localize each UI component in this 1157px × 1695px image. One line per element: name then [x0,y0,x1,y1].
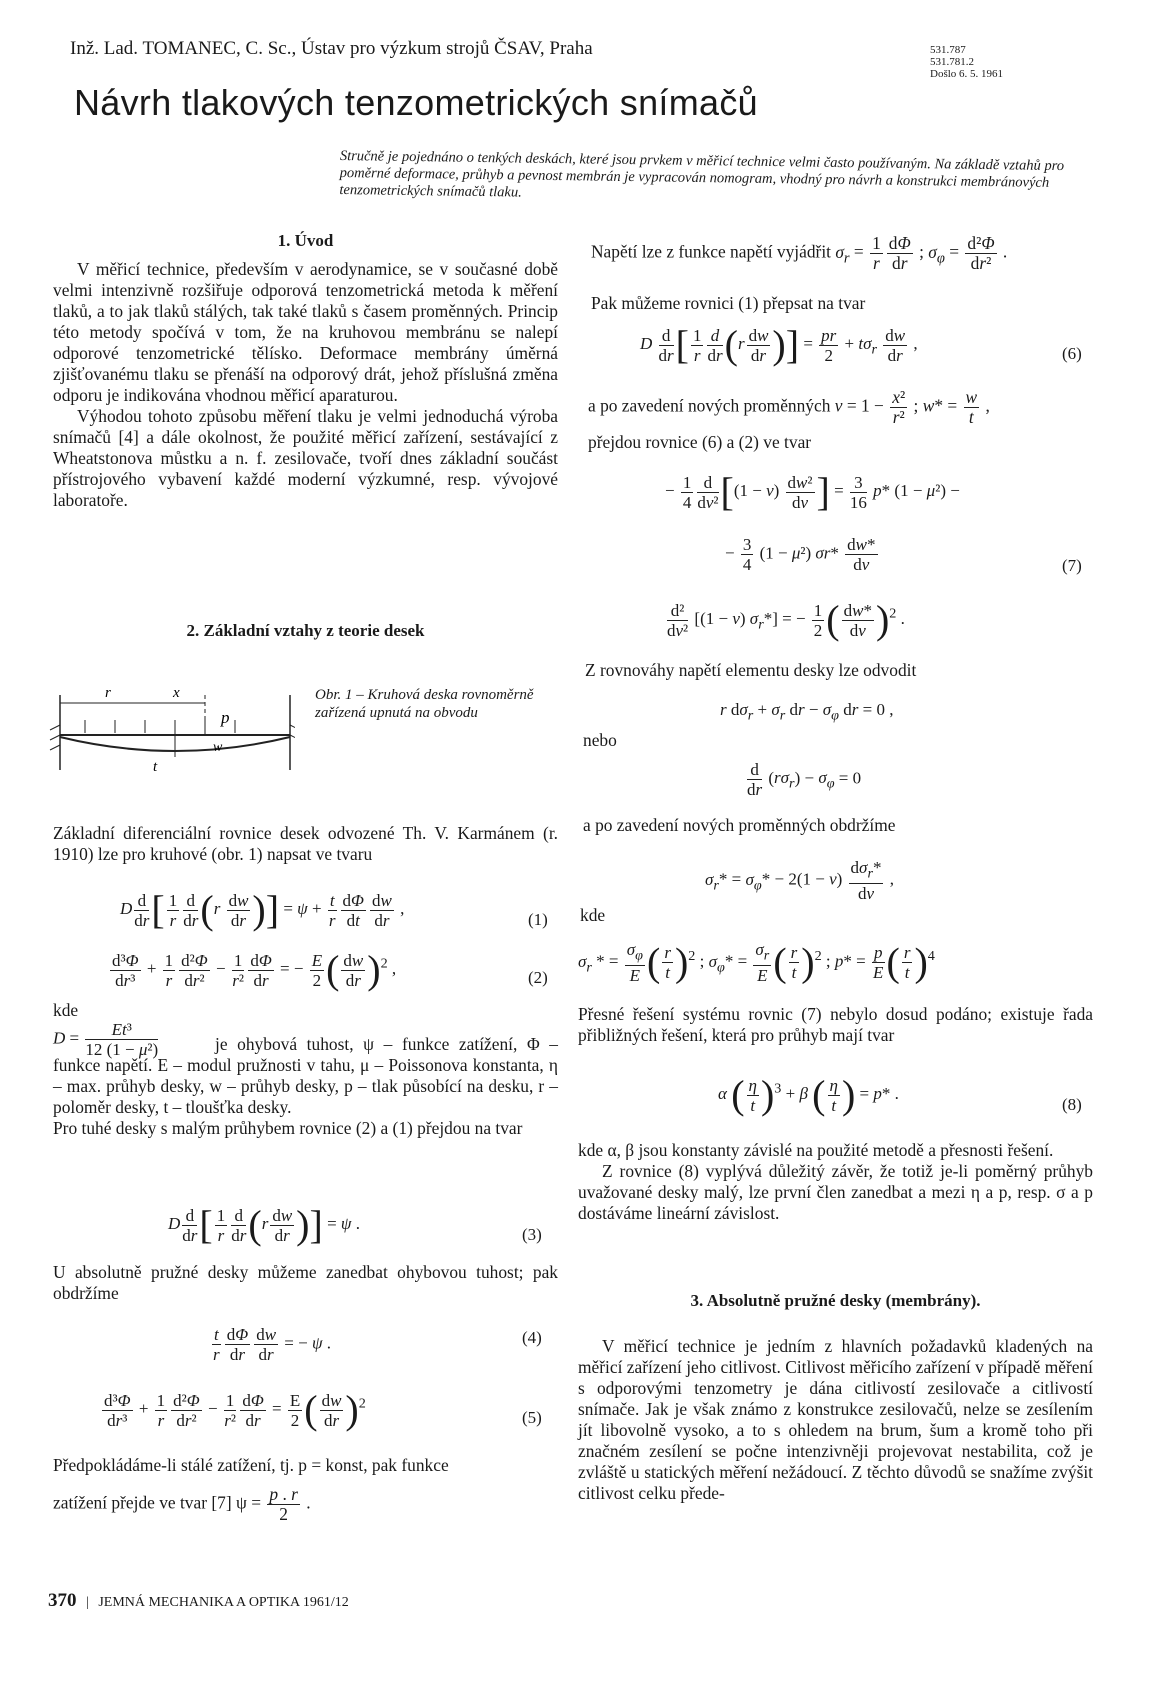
section-membranes-heading [578,1290,1093,1311]
eq-number-5: (5) [522,1408,542,1427]
section-intro [53,230,558,511]
heading-theory: 2. Základní vztahy z teorie desek [186,621,425,640]
journal-name: JEMNÁ MECHANIKA A OPTIKA 1961/12 [98,1595,349,1610]
rewrite-text: Pak můžeme rovnici (1) přepsat na tvar [591,293,866,313]
load-text: Předpokládáme-li stálé zatížení, tj. p = konst, pak funkce [53,1455,449,1475]
eq-number-7: (7) [1062,556,1082,575]
equation-sigma-star: $\sigma_r* = \sigma_\varphi* - 2(1 - v)$ $\frac{d\sigma_r*}{dv}$ , [705,858,894,904]
equation-7b: − $\frac{3}{4}$ (1 − μ²) σr* $\frac{dw*}{dv}$ [725,535,876,574]
figure-1-caption: Obr. 1 – Kruhová deska rovnoměrně zařízená upnutá na obvodu [315,687,534,721]
equilibrium-equation-2: $\frac{d}{dr}$ $(r\sigma_r) - \sigma_\varphi = 0$ [747,760,862,799]
paper-title: Návrh tlakových tenzometrických snímačů [74,82,758,123]
kde-label-left: kde [53,1000,79,1020]
membranes-block [578,1336,1093,1504]
approx-solutions-text: Přesné řešení systému rovnic (7) nebylo dosud podáno; existuje řada přibližných řešení, která pro průhyb mají tvar [578,1004,1093,1045]
equation-6: D $\frac{d}{dr}$ [ $\frac{1}{r}$ $\frac{d}{dr}$ (r $\frac{dw}{dr}$ )] = $\frac{pr}{2}$ + $t\sigma_r$ $\frac{dw}{dr}$ , [640,322,918,367]
udc-1: 531.787 [930,44,966,56]
intro-paragraph-2: Výhodou tohoto způsobu měření tlaku je velmi jednoduchá výroba snímačů [4] a dále okolnost, že použité měřicí zařízení, sestávající z Wheatstonova můstku a n. f. zesilovače, tvoří dnes základní součást přístrojového vybavení každé moderní výzkumné, resp. vývojové laboratoře. [53,406,558,510]
transition-text: přejdou rovnice (6) a (2) ve tvar [588,432,812,452]
equation-8: α ( $\frac{\eta}{t}$ )$^3$ + β ( $\frac{\eta}{t}$ ) = p* . [718,1072,899,1117]
new-variables: a po zavedení nových proměnných v = 1 − $\frac{\text{x²}}{\text{r²}}$ ; w* = $\frac{w}{t}$ , [588,387,990,427]
new-variables-2-text: a po zavedení nových proměnných obdržíme [583,815,896,835]
fig-label-t: t [153,759,158,775]
heading-intro: 1. Úvod [277,231,334,250]
eq-number-6: (6) [1062,344,1082,363]
load-text-block [53,1455,558,1476]
rigid-plate-text: Pro tuhé desky s malým průhybem rovnice (2) a (1) přejdou na tvar [53,1118,523,1138]
received-date: Došlo 6. 5. 1961 [930,68,1004,80]
fig-label-x: x [173,685,180,701]
constants-text: kde α, β jsou konstanty závislé na použité metodě a přesnosti řešení. [578,1140,1054,1160]
eq-number-3: (3) [522,1225,542,1244]
figure-1-plate-diagram [45,675,295,775]
stress-relation: Napětí lze z funkce napětí vyjádřit $\sigma_r$ = $\frac{1}{r}$ $\frac{d\Phi}{dr}$ ; $\sigma_\varphi$ = $\frac{\text{d²Φ}}{\text{dr²}}$ . [591,233,1008,273]
fig-label-w: w [213,740,223,755]
eq-number-4: (4) [522,1328,542,1347]
stiffness-text: je ohybová tuhost, ψ – funkce zatížení, Φ – funkce napětí. E – modul pružnosti v tahu, μ – Poissonova konstanta, η – max. průhyb desky, w – průhyb desky, p – tlak působící na desku, r – poloměr desky, t – tloušťka desky. [53,1034,558,1117]
abstract: Stručně je pojednáno o tenkých deskách, které jsou prvkem v měřicí technice velmi často používaným. Na základě vztahů pro poměrné deformace, průhyb a pevnost membrán je vypracován nomogram, vhodný pro návrh a konstrukci membránových tenzometrických snímačů tlaku. [339,148,1065,201]
kde-label-right: kde [580,905,606,925]
nebo-label: nebo [583,730,617,750]
heading-membranes: 3. Absolutně pružné desky (membrány). [690,1291,981,1310]
section-theory-heading [53,620,558,641]
equation-3: D $\frac{d}{dr}$ [ $\frac{1}{r}$ $\frac{d}{dr}$ (r $\frac{dw}{dr}$ )] = ψ . [168,1202,360,1247]
stress-relation-text: Napětí lze z funkce napětí vyjádřit [591,241,831,262]
fig-label-p: p [221,708,230,727]
stiffness-description [53,1034,558,1139]
membrane-text: U absolutně pružné desky můžeme zanedbat ohybovou tuhost; pak obdržíme [53,1262,558,1303]
equilibrium-text: Z rovnováhy napětí elementu desky lze odvodit [585,660,917,680]
equation-7a: − $\frac{1}{4}$ $\frac{d}{\text{dv²}}$ [(1 − v) $\frac{\text{dw²}}{dv}$ ] = $\frac{3}{16}$ p* (1 − μ²) − [665,469,960,514]
equilibrium-equation-1: r $d\sigma_r + \sigma_r$ dr − $\sigma_\varphi$ dr = 0 , [720,700,894,724]
equation-stiffness: D = $\frac{\text{Et³}}{\text{12 (1 − μ²)}}$ [53,1020,159,1059]
eq-number-8: (8) [1062,1095,1082,1114]
equation-dimensionless: $\sigma_r$ * = $\frac{\sigma_\varphi}{E}$ ( $\frac{r}{t}$ )$^2$ ; $\sigma_\varphi*$ = $\frac{\sigma_r}{E}$ ( $\frac{r}{t}$ )$^2$ ; p* = $\frac{p}{E}$ ( $\frac{r}{t}$ )$^4$ [578,939,935,986]
eq-number-2: (2) [528,968,548,987]
equation-1: D $\frac{d}{dr}$ [ $\frac{1}{r}$ $\frac{d}{dr}$ (r $\frac{dw}{dr}$ )] = ψ + $\frac{t}{r}$ $\frac{d\Phi}{dt}$ $\frac{dw}{dr}$ , [120,887,405,932]
equation-7c: $\frac{\text{d²}}{\text{dv²}}$ [(1 − v) $\sigma_r*$] = − $\frac{1}{2}$ ( $\frac{dw*}{dv}$ )$^2$ . [667,597,905,642]
equation-4: $\frac{t}{r}$ $\frac{d\Phi}{dr}$ $\frac{dw}{dr}$ = − ψ . [213,1325,332,1364]
intro-paragraph-1: V měřicí technice, především v aerodynamice, se v současné době velmi intenzivně rozšiřuje odporová tenzometrická metoda k měření tlaků, a to jak tlaků stálých, tak také tlaků s časem proměnných. Princip této metody spočívá v tom, že na kruhovou membránu se nalepí odporové tenzometrické tělísko. Deformace membrány úměrná zjišťovanému tlaku se přenáší na odporový drát, jehož příslušná změna odporu je indikována vhodnou měřicí aparaturou. [53,259,558,405]
theory-paragraph-1: Základní diferenciální rovnice desek odvozené Th. V. Karmánem (r. 1910) lze pro kruhové (obr. 1) napsat ve tvaru [53,823,558,864]
equation-2: $\frac{\text{d³Φ}}{\text{dr³}}$ + $\frac{1}{r}$ $\frac{\text{d²Φ}}{\text{dr²}}$ − $\frac{1}{\text{r²}}$ $\frac{d\Phi}{dr}$ = − $\frac{E}{2}$ ( $\frac{dw}{dr}$ )$^2$ , [112,947,397,992]
page-number: 370 [48,1590,77,1611]
theory-paragraph-1-block [53,823,558,865]
udc-2: 531.781.2 [930,56,974,68]
fig-label-r: r [105,685,111,701]
eq-number-1: (1) [528,910,548,929]
approx-solutions-block [578,1004,1093,1046]
linear-text: Z rovnice (8) vyplývá důležitý závěr, že totiž je-li poměrný průhyb uvažované desky malý, lze první člen zanedbat a mezi η a p, resp. σ a p dostáváme lineární závislost. [578,1161,1093,1223]
new-variables-text: a po zavedení nových proměnných [588,395,831,416]
author-line: Inž. Lad. TOMANEC, C. Sc., Ústav pro výzkum strojů ČSAV, Praha [70,38,593,59]
page-footer: 370 | JEMNÁ MECHANIKA A OPTIKA 1961/12 [48,1590,349,1611]
membrane-text-block [53,1262,558,1304]
membranes-text: V měřicí technice je jedním z hlavních požadavků kladených na měřicí zařízení jeho citlivost. Citlivost měřicího zařízení v případě měření s odporovými tenzometry je dána citlivostí zesilovače a citlivostí snímače. Jak je však známo z konstrukce zesilovačů, nelze se zesílením jít libovolně vysoko, a to s ohledem na brum, šum a kromě toho při značném zesílení se počne intenzivněji projevovat nestabilita, což je zvláště u statických měření nežádoucí. Z těchto důvodů se snažíme zvýšit citlivost celku přede- [578,1336,1093,1503]
udc-block [930,44,1003,80]
constants-block [578,1140,1093,1224]
load-function-text: zatížení přejde ve tvar [7] ψ = [53,1492,262,1513]
load-function: zatížení přejde ve tvar [7] ψ = $\frac{p . r}{2}$ . [53,1484,311,1524]
equation-5: $\frac{\text{d³Φ}}{\text{dr³}}$ + $\frac{1}{r}$ $\frac{\text{d²Φ}}{\text{dr²}}$ − $\frac{1}{\text{r²}}$ $\frac{d\Phi}{dr}$ = $\frac{E}{2}$ ( $\frac{dw}{dr}$ )$^2$ [104,1387,366,1432]
